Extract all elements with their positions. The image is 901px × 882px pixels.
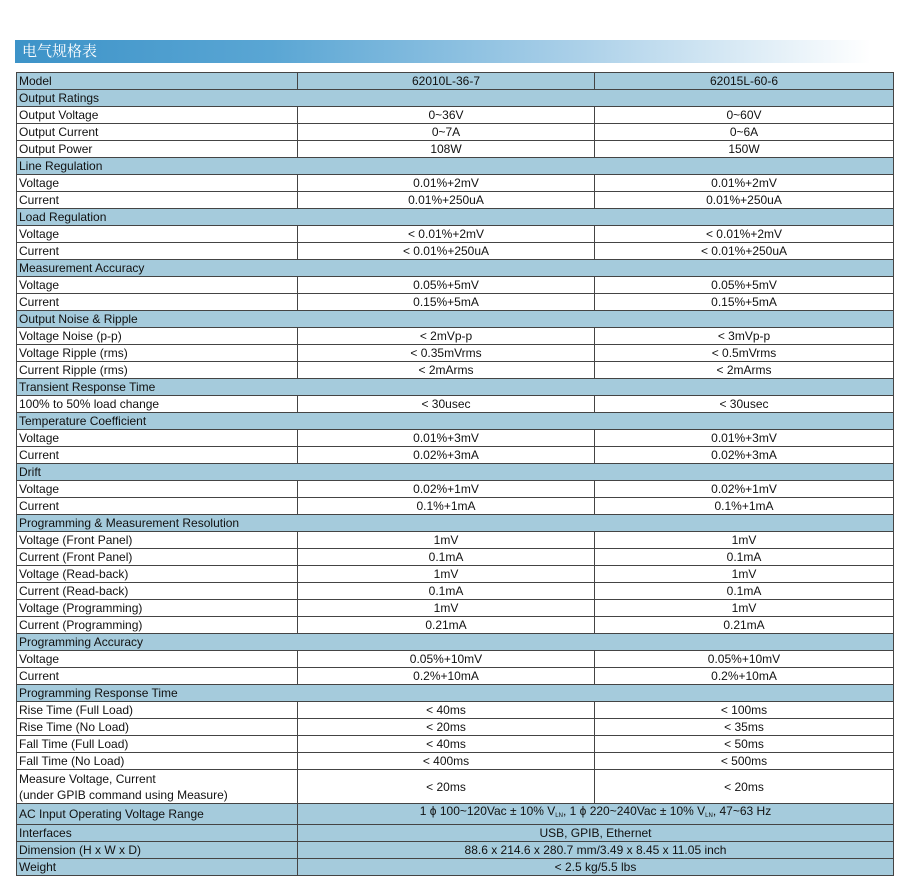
model-a-header: 62010L-36-7 (298, 73, 595, 90)
model-a-value: 0.21mA (298, 617, 595, 634)
row-label (17, 770, 298, 804)
model-a-value: < 0.01%+250uA (298, 243, 595, 260)
title-bar (15, 40, 871, 63)
row-label: Output Power (17, 141, 298, 158)
row-label: Interfaces (17, 825, 298, 842)
section-row (17, 90, 894, 107)
model-a-value: < 30usec (298, 396, 595, 413)
model-b-value: 1mV (595, 532, 894, 549)
model-b-value: 0~60V (595, 107, 894, 124)
table-header-row (17, 73, 894, 90)
table-row (17, 447, 894, 464)
row-label: Current (17, 498, 298, 515)
model-b-value: 0.01%+250uA (595, 192, 894, 209)
model-a-value: 108W (298, 141, 595, 158)
section-title: Line Regulation (17, 158, 894, 175)
model-b-value: < 20ms (595, 770, 894, 804)
model-b-value: 0.05%+5mV (595, 277, 894, 294)
model-a-value: 0.02%+1mV (298, 481, 595, 498)
model-b-value: 0.15%+5mA (595, 294, 894, 311)
row-label: Voltage (17, 430, 298, 447)
row-label: Rise Time (No Load) (17, 719, 298, 736)
section-row (17, 464, 894, 481)
row-label: Voltage (Front Panel) (17, 532, 298, 549)
row-label: Current Ripple (rms) (17, 362, 298, 379)
model-a-value: 0.15%+5mA (298, 294, 595, 311)
page-title: 电气规格表 (22, 42, 98, 60)
section-row (17, 209, 894, 226)
section-title: Output Ratings (17, 90, 894, 107)
model-b-value: 0.1mA (595, 549, 894, 566)
model-b-value: < 35ms (595, 719, 894, 736)
row-label: Voltage Ripple (rms) (17, 345, 298, 362)
row-label: Voltage (17, 277, 298, 294)
model-a-value: < 40ms (298, 702, 595, 719)
section-title: Transient Response Time (17, 379, 894, 396)
row-label: Voltage (17, 481, 298, 498)
row-label: Fall Time (No Load) (17, 753, 298, 770)
spec-table (16, 72, 894, 876)
table-row (17, 825, 894, 842)
row-label: Voltage (17, 651, 298, 668)
model-b-value: < 2mArms (595, 362, 894, 379)
table-row (17, 192, 894, 209)
table-row (17, 124, 894, 141)
table-row (17, 549, 894, 566)
row-label-line2: (under GPIB command using Measure) (19, 787, 228, 802)
section-title: Programming & Measurement Resolution (17, 515, 894, 532)
table-row (17, 396, 894, 413)
model-b-value: 0.05%+10mV (595, 651, 894, 668)
section-row (17, 260, 894, 277)
model-a-value: < 2mArms (298, 362, 595, 379)
model-b-value: 0~6A (595, 124, 894, 141)
table-row (17, 277, 894, 294)
section-row (17, 311, 894, 328)
row-label: Voltage (Read-back) (17, 566, 298, 583)
section-row (17, 413, 894, 430)
table-row (17, 600, 894, 617)
table-row (17, 481, 894, 498)
row-label: Current (Programming) (17, 617, 298, 634)
row-label: Voltage Noise (p-p) (17, 328, 298, 345)
table-row (17, 141, 894, 158)
row-label: Voltage (17, 226, 298, 243)
table-row (17, 651, 894, 668)
table-row (17, 362, 894, 379)
model-a-value: 0~36V (298, 107, 595, 124)
model-b-value: < 500ms (595, 753, 894, 770)
model-b-value: < 100ms (595, 702, 894, 719)
row-label: Weight (17, 859, 298, 876)
model-a-value: 1mV (298, 566, 595, 583)
model-a-value: 0.1%+1mA (298, 498, 595, 515)
table-row (17, 583, 894, 600)
model-a-value: < 0.01%+2mV (298, 226, 595, 243)
model-b-value: 1mV (595, 600, 894, 617)
table-row (17, 345, 894, 362)
model-a-value: 0.01%+250uA (298, 192, 595, 209)
model-b-value: 0.2%+10mA (595, 668, 894, 685)
section-row (17, 515, 894, 532)
model-b-header: 62015L-60-6 (595, 73, 894, 90)
table-row (17, 243, 894, 260)
ac-input-sub2: LN (705, 813, 713, 819)
model-a-value: 0.01%+2mV (298, 175, 595, 192)
section-title: Drift (17, 464, 894, 481)
row-label: Current (17, 294, 298, 311)
model-a-value: 0.1mA (298, 549, 595, 566)
row-label: Current (Front Panel) (17, 549, 298, 566)
section-title: Programming Accuracy (17, 634, 894, 651)
model-a-value: < 0.35mVrms (298, 345, 595, 362)
row-label: Output Voltage (17, 107, 298, 124)
row-label: Voltage (Programming) (17, 600, 298, 617)
table-row (17, 532, 894, 549)
section-title: Load Regulation (17, 209, 894, 226)
model-a-value: 1mV (298, 600, 595, 617)
merged-value (298, 804, 894, 825)
model-b-value: < 0.01%+250uA (595, 243, 894, 260)
model-b-value: 0.02%+1mV (595, 481, 894, 498)
row-label: Fall Time (Full Load) (17, 736, 298, 753)
row-label: Dimension (H x W x D) (17, 842, 298, 859)
section-title: Temperature Coefficient (17, 413, 894, 430)
row-label: Current (17, 243, 298, 260)
row-label: Rise Time (Full Load) (17, 702, 298, 719)
model-a-value: < 20ms (298, 770, 595, 804)
model-b-value: 0.1%+1mA (595, 498, 894, 515)
row-label: 100% to 50% load change (17, 396, 298, 413)
table-row (17, 719, 894, 736)
section-row (17, 379, 894, 396)
model-a-value: 1mV (298, 532, 595, 549)
table-row (17, 736, 894, 753)
model-a-value: 0.05%+5mV (298, 277, 595, 294)
model-a-value: 0.02%+3mA (298, 447, 595, 464)
row-label: Output Current (17, 124, 298, 141)
model-b-value: < 0.01%+2mV (595, 226, 894, 243)
table-row (17, 770, 894, 804)
model-a-value: < 20ms (298, 719, 595, 736)
model-b-value: 0.01%+3mV (595, 430, 894, 447)
table-row (17, 498, 894, 515)
merged-value: 88.6 x 214.6 x 280.7 mm/3.49 x 8.45 x 11.05 inch (298, 842, 894, 859)
model-a-value: 0.01%+3mV (298, 430, 595, 447)
ac-input-sub1: LN (555, 813, 563, 819)
section-row (17, 685, 894, 702)
table-row (17, 702, 894, 719)
row-label: Current (17, 447, 298, 464)
model-b-value: 1mV (595, 566, 894, 583)
merged-value: USB, GPIB, Ethernet (298, 825, 894, 842)
table-row (17, 753, 894, 770)
table-row (17, 294, 894, 311)
table-row (17, 617, 894, 634)
row-label: Current (Read-back) (17, 583, 298, 600)
ac-input-part2: , 1 ϕ 220~240Vac ± 10% V (562, 804, 706, 818)
row-label: Current (17, 668, 298, 685)
ac-input-part3: , 47~63 Hz (712, 804, 772, 818)
row-label: Current (17, 192, 298, 209)
model-b-value: < 0.5mVrms (595, 345, 894, 362)
model-a-value: 0~7A (298, 124, 595, 141)
table-row (17, 226, 894, 243)
table-row (17, 804, 894, 825)
section-title: Measurement Accuracy (17, 260, 894, 277)
model-b-value: 0.01%+2mV (595, 175, 894, 192)
merged-value: < 2.5 kg/5.5 lbs (298, 859, 894, 876)
table-row (17, 107, 894, 124)
ac-input-part1: 1 ϕ 100~120Vac ± 10% V (419, 804, 556, 818)
section-title: Output Noise & Ripple (17, 311, 894, 328)
row-label: Voltage (17, 175, 298, 192)
model-b-value: 0.21mA (595, 617, 894, 634)
table-row (17, 859, 894, 876)
model-a-value: < 400ms (298, 753, 595, 770)
model-b-value: < 3mVp-p (595, 328, 894, 345)
model-a-value: 0.1mA (298, 583, 595, 600)
table-row (17, 842, 894, 859)
model-a-value: < 2mVp-p (298, 328, 595, 345)
table-row (17, 430, 894, 447)
row-label: AC Input Operating Voltage Range (17, 804, 298, 825)
table-row (17, 328, 894, 345)
section-title: Programming Response Time (17, 685, 894, 702)
model-b-value: < 30usec (595, 396, 894, 413)
model-b-value: 150W (595, 141, 894, 158)
model-b-value: 0.1mA (595, 583, 894, 600)
model-a-value: 0.05%+10mV (298, 651, 595, 668)
table-row (17, 668, 894, 685)
model-b-value: 0.02%+3mA (595, 447, 894, 464)
table-row (17, 175, 894, 192)
table-row (17, 566, 894, 583)
section-row (17, 634, 894, 651)
row-label-line1: Measure Voltage, Current (19, 771, 156, 786)
section-row (17, 158, 894, 175)
model-a-value: < 40ms (298, 736, 595, 753)
model-b-value: < 50ms (595, 736, 894, 753)
model-a-value: 0.2%+10mA (298, 668, 595, 685)
header-label: Model (17, 73, 298, 90)
